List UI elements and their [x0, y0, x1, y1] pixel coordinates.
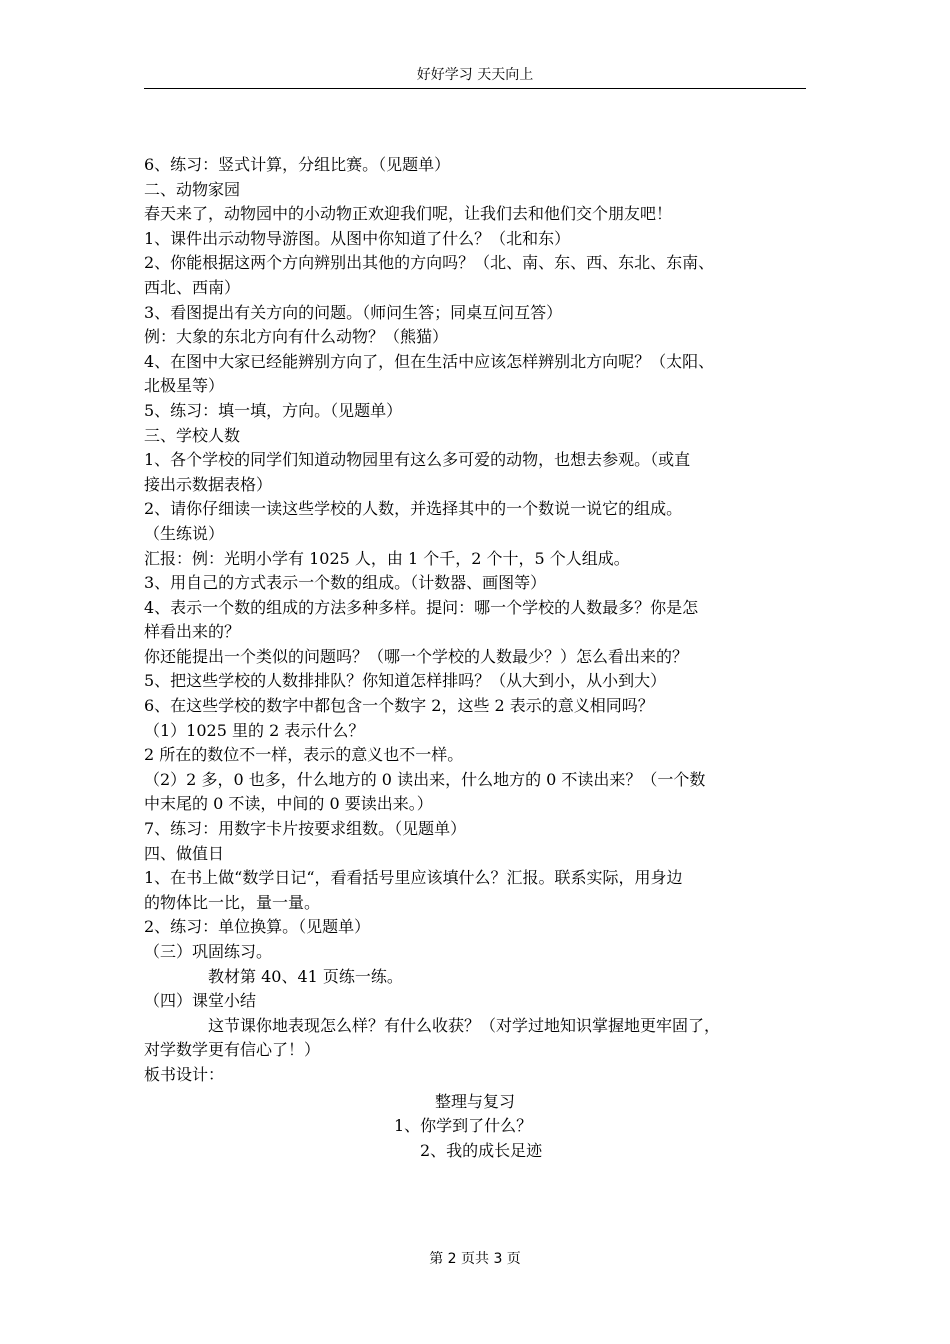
text-line: 西北、西南）	[144, 277, 241, 297]
text-line: 2 所在的数位不一样，表示的意义也不一样。	[144, 745, 464, 765]
text-line: 3、看图提出有关方向的问题。（师问生答；同桌互问互答）	[144, 302, 563, 322]
section-heading: 四、做值日	[144, 843, 225, 863]
text-line: （2）2 多，0 也多，什么地方的 0 读出来，什么地方的 0 不读出来？（一个数	[144, 769, 706, 789]
text-line: 1、各个学校的同学们知道动物园里有这么多可爱的动物，也想去参观。（或直	[144, 450, 691, 470]
text-line: 对学数学更有信心了！）	[144, 1040, 321, 1060]
text-line: 4、在图中大家已经能辨别方向了，但在生活中应该怎样辨别北方向呢？（太阳、	[144, 351, 715, 371]
page-header: 好好学习 天天向上	[144, 62, 806, 89]
text-line: 6、在这些学校的数字中都包含一个数字 2，这些 2 表示的意义相同吗？	[144, 696, 654, 716]
board-item: 1、你学到了什么？	[394, 1116, 533, 1136]
page-footer: 第 2 页共 3 页	[429, 1251, 521, 1267]
section-heading: 二、动物家园	[144, 179, 241, 199]
text-line: 板书设计：	[144, 1064, 225, 1084]
section-heading: （四）课堂小结	[144, 991, 257, 1011]
text-line: 接出示数据表格）	[144, 474, 273, 494]
board-item: 2、我的成长足迹	[420, 1140, 543, 1160]
text-line: 1、在书上做“数学日记“，看看括号里应该填什么？汇报。联系实际，用身边	[144, 868, 683, 888]
text-line: 这节课你地表现怎么样？有什么收获？（对学过地知识掌握地更牢固了，	[208, 1015, 721, 1035]
text-line: 2、练习：单位换算。（见题单）	[144, 917, 371, 937]
document-body	[144, 153, 806, 1163]
text-line: 4、表示一个数的组成的方法多种多样。提问：哪一个学校的人数最多？你是怎	[144, 597, 699, 617]
text-line: 的物体比一比，量一量。	[144, 892, 321, 912]
text-line: 2、请你仔细读一读这些学校的人数，并选择其中的一个数说一说它的组成。	[144, 499, 683, 519]
text-line: 3、用自己的方式表示一个数的组成。（计数器、画图等）	[144, 573, 547, 593]
section-heading: （三）巩固练习。	[144, 942, 273, 961]
text-line: 你还能提出一个类似的问题吗？（哪一个学校的人数最少？）怎么看出来的？	[144, 646, 689, 666]
text-line: （生练说）	[144, 523, 225, 543]
text-line: 2、你能根据这两个方向辨别出其他的方向吗？（北、南、东、西、东北、东南、	[144, 253, 715, 273]
text-line: 样看出来的？	[144, 622, 241, 642]
text-line: 例：大象的东北方向有什么动物？（熊猫）	[144, 327, 449, 347]
text-line: 6、练习：竖式计算，分组比赛。（见题单）	[144, 155, 451, 174]
text-line: （1）1025 里的 2 表示什么？	[144, 720, 365, 740]
text-line: 5、练习：填一填，方向。（见题单）	[144, 400, 403, 420]
section-heading: 三、学校人数	[144, 425, 241, 445]
text-line: 1、课件出示动物导游图。从图中你知道了什么？（北和东）	[144, 228, 571, 248]
text-line: 汇报：例：光明小学有 1025 人，由 1 个千，2 个十，5 个人组成。	[144, 548, 630, 568]
text-line: 教材第 40、41 页练一练。	[208, 966, 403, 986]
text-line: 北极星等）	[144, 376, 225, 396]
text-line: 5、把这些学校的人数排排队？你知道怎样排吗？（从大到小，从小到大）	[144, 671, 667, 691]
board-title: 整理与复习	[434, 1091, 515, 1111]
text-line: 春天来了，动物园中的小动物正欢迎我们呢，让我们去和他们交个朋友吧！	[144, 204, 673, 224]
text-line: 中末尾的 0 不读，中间的 0 要读出来。）	[144, 794, 433, 814]
text-line: 7、练习：用数字卡片按要求组数。（见题单）	[144, 819, 467, 839]
